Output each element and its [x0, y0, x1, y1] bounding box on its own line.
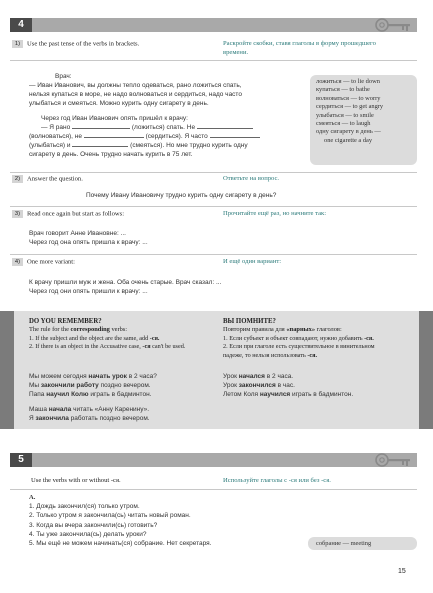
divider: [10, 172, 417, 173]
task-4-ru: И ещё один вариант:: [223, 258, 282, 265]
section-number: 5: [10, 453, 32, 467]
key-icon: [373, 449, 413, 471]
vocab-item: улыбаться — to smile: [316, 111, 374, 119]
task-ru-line: Раскройте скобки, ставя глаголы в форму прошедшего: [223, 40, 376, 47]
task-1-instruction: [12, 40, 139, 48]
side-bar-left: [0, 311, 14, 429]
section-4-header: [10, 18, 417, 32]
part-label: A.: [29, 494, 36, 501]
vocab-item: волноваться — to worry: [316, 94, 381, 102]
vocab-item: ложиться — to lie down: [316, 78, 380, 85]
examples-left: [29, 373, 219, 399]
example-line: Мы можем сегодня начать урок в 2 часа?: [29, 373, 157, 380]
answer-blank[interactable]: [197, 123, 253, 129]
rule-emphasis: -ся: [142, 343, 151, 351]
example-line: Мы закончили работу поздно вечером.: [29, 381, 151, 389]
divider: [10, 489, 417, 490]
examples-left-2: [29, 406, 219, 424]
task-3-instruction: [12, 210, 124, 218]
task-2-ru: Ответьте на вопрос.: [223, 175, 280, 182]
list-item: 4. Ты уже закончила(сь) делать уроки?: [29, 530, 147, 538]
remember-title: DO YOU REMEMBER?: [29, 318, 102, 325]
text-line: К врачу пришли муж и жена. Оба очень старые. Врач сказал: ...: [29, 279, 222, 286]
list-item: 5. Мы ещё не можем начинать(ся) собрание. Нет секретаря.: [29, 540, 212, 548]
rule-text: The rule for the: [29, 326, 69, 334]
story-fragment: (смеяться). Но мне трудно курить одну: [130, 142, 248, 149]
story-fragment: (волноваться), не: [29, 133, 82, 140]
task-number: 4): [12, 258, 23, 266]
example-line: Урок начался в 2 часа.: [223, 373, 294, 380]
list-item: 1. Дождь закончил(ся) только утром.: [29, 503, 140, 511]
rule-emphasis: «парных»: [286, 326, 316, 334]
task-5-en: Use the verbs with or without -ся.: [31, 477, 121, 484]
rule-text: 2. If there is an object in the Accusative case,: [29, 343, 141, 351]
example-line: Я закончила работать поздно вечером.: [29, 414, 150, 422]
rule-emphasis: -ся.: [364, 334, 374, 342]
task-en: Answer the question.: [27, 175, 83, 183]
exercise-list: [29, 493, 309, 548]
example-line: Урок закончился в час.: [223, 381, 295, 389]
text-line: Через год они опять пришли к врачу: ...: [29, 288, 148, 295]
list-item: 2. Только утром я закончила(сь) читать новый роман.: [29, 512, 191, 520]
rule-text: глаголов:: [316, 326, 342, 334]
vocab-item: одну сигарету в день —: [316, 128, 381, 136]
key-icon: [373, 14, 413, 36]
rule-text: can't be used.: [152, 343, 186, 351]
rule-text: Повторим правила для: [223, 326, 285, 334]
vocab-box: [310, 75, 417, 165]
vocab-item: one cigarette a day: [324, 136, 373, 144]
answer-blank[interactable]: [72, 123, 130, 129]
example-line: Летом Коля научился играть в бадминтон.: [223, 390, 354, 398]
side-bar-right: [419, 311, 433, 429]
remember-title: ВЫ ПОМНИТЕ?: [223, 318, 276, 325]
story-fragment: (ложиться) спать. Не: [131, 124, 196, 131]
divider: [10, 206, 417, 207]
task-en: Read once again but start as follows:: [27, 210, 125, 218]
divider: [10, 60, 417, 61]
task-number: 3): [12, 210, 23, 218]
rule-emphasis: corresponding: [70, 326, 110, 334]
vocab-item: смеяться — to laugh: [316, 120, 371, 128]
section-number: 4: [10, 18, 32, 32]
section-5-header: [10, 453, 417, 467]
task-3-text: [29, 229, 148, 247]
rule-text: verbs:: [111, 326, 128, 334]
rule-text: 1. Если субъект и объект совпадают, нужно добавить: [223, 334, 363, 342]
list-item: 3. Когда вы вчера закончили(сь) готовить?: [29, 521, 158, 529]
answer-blank[interactable]: [72, 141, 128, 147]
rule-text: 1. If the subject and the object are the same, add: [29, 334, 149, 342]
page-number: 15: [398, 568, 406, 575]
remember-en: [29, 318, 219, 352]
task-2-instruction: [12, 175, 83, 183]
rule-text: 2. Если при глаголе есть существительное в винительном: [223, 343, 375, 351]
rule-text: падеже, то нельзя использовать: [223, 351, 306, 359]
vocab-item: купаться — to bathe: [316, 86, 370, 94]
story-line: нельзя купаться в море, не надо волноваться и сердиться, надо часто: [29, 91, 242, 98]
story-fragment: (улыбаться) и: [29, 142, 71, 149]
text-line: Врач говорит Анне Ивановне: ...: [29, 230, 126, 237]
story-line: Через год Иван Иванович опять пришёл к врачу:: [41, 115, 188, 122]
task-number: 1): [12, 40, 23, 48]
task-number: 2): [12, 175, 23, 183]
rule-emphasis: -ся.: [149, 334, 160, 342]
examples-right: [223, 373, 413, 399]
example-line: Маша начала читать «Анну Каренину».: [29, 406, 150, 413]
task-en: One more variant:: [27, 258, 75, 266]
text-line: Через год она опять пришла к врачу: ...: [29, 239, 148, 246]
vocab-item: сердиться — to get angry: [316, 103, 384, 111]
story-line: улыбаться и смеяться. Можно курить одну сигарету в день.: [29, 100, 209, 107]
task-4-text: [29, 278, 221, 296]
speaker: Врач:: [55, 73, 72, 80]
story-fragment: — Я рано: [41, 124, 71, 131]
task-en: Use the past tense of the verbs in brackets.: [27, 40, 140, 48]
task-3-ru: Прочитайте ещё раз, но начните так:: [223, 210, 327, 217]
story-fragment: (сердиться). Я часто: [145, 133, 208, 140]
rule-emphasis: -ся.: [307, 351, 318, 359]
task-5-ru: Используйте глаголы с -ся или без -ся.: [223, 477, 331, 484]
story-text-2: [29, 114, 329, 159]
task-1-ru: [223, 40, 418, 57]
task-ru-line: времени.: [223, 48, 249, 56]
remember-ru: [223, 318, 418, 360]
divider: [10, 254, 417, 255]
vocab-box-5: собрание — meeting: [308, 537, 417, 550]
answer-blank[interactable]: [210, 132, 260, 138]
story-line: сигарету в день. Очень трудно начать курить в 75 лет.: [29, 151, 193, 158]
question: Почему Ивану Ивановичу трудно курить одну сигарету в день?: [86, 192, 277, 199]
story-line: — Иван Иванович, вы должны тепло одеваться, рано ложиться спать,: [29, 82, 242, 89]
answer-blank[interactable]: [84, 132, 144, 138]
task-4-instruction: [12, 258, 75, 266]
example-line: Папа научил Колю играть в бадминтон.: [29, 390, 152, 398]
